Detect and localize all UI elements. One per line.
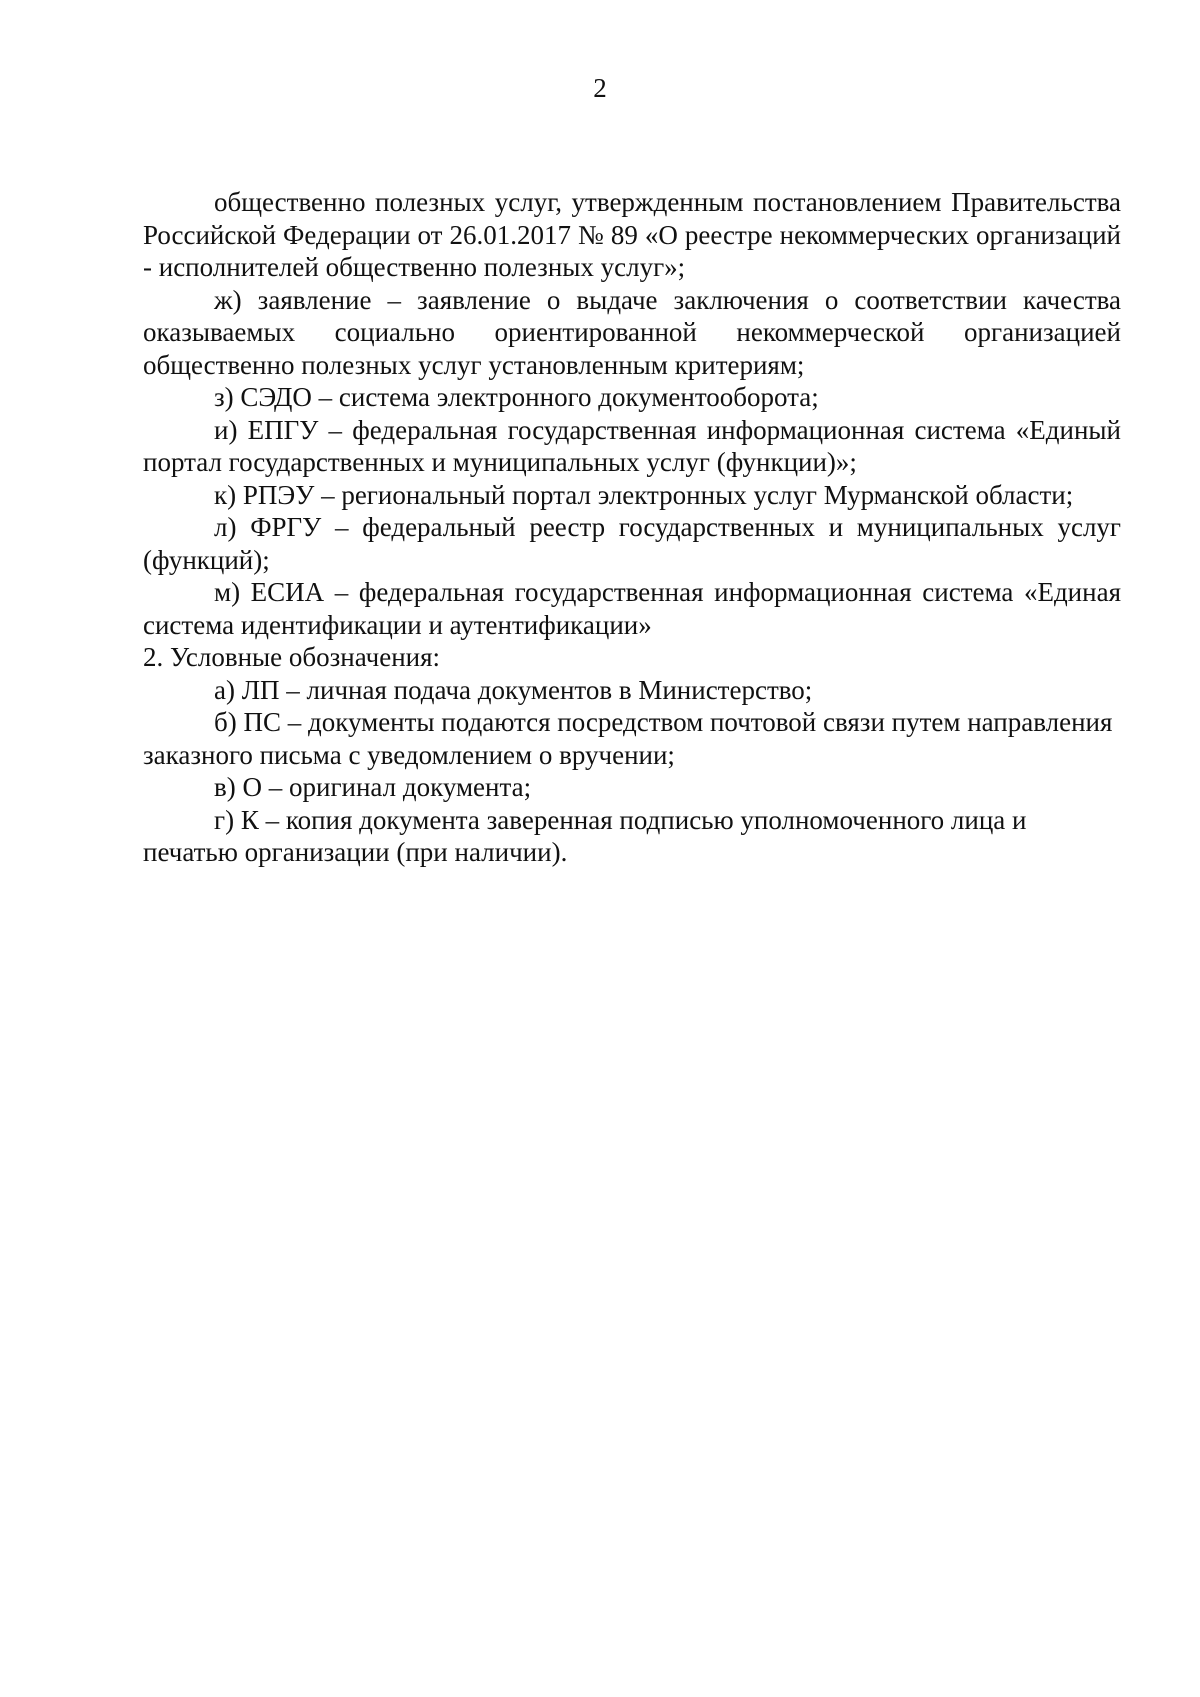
paragraph-definition-k: к) РПЭУ – региональный портал электронных услуг Мурманской области; [214, 479, 1074, 510]
paragraph-definition-m: м) ЕСИА – федеральная государственная информационная система «Единая система идентификации и аутентификации» [143, 577, 1121, 640]
paragraph-definition-l: л) ФРГУ – федеральный реестр государственных и муниципальных услуг (функций); [143, 512, 1121, 575]
paragraph-definition-z: з) СЭДО – система электронного документооборота; [214, 382, 819, 412]
page-number: 2 [593, 73, 607, 103]
paragraph-definition-zh: ж) заявление – заявление о выдаче заключения о соответствии качества оказываемых социально ориентированной некоммерческой организацией общественно полезных услуг установленным критериям; [143, 284, 1121, 380]
paragraph-legend-b: б) ПС – документы подаются посредством почтовой связи путем направления заказного письма с уведомлением о вручении; [143, 707, 1113, 770]
paragraph-legend-a: а) ЛП – личная подача документов в Министерство; [214, 674, 813, 705]
paragraph-continuation: общественно полезных услуг, утвержденным постановлением Правительства Российской Федерации от 26.01.2017 № 89 «О реестре некоммерческих организаций - исполнителей общественно полезных услуг»; [143, 187, 1121, 282]
paragraph-definition-i: и) ЕПГУ – федеральная государственная информационная система «Единый портал государственных и муниципальных услуг (функции)»; [143, 414, 1121, 477]
document-body [143, 186, 1121, 869]
paragraph-legend-v: в) О – оригинал документа; [214, 772, 532, 802]
paragraph-legend-g: г) К – копия документа заверенная подписью уполномоченного лица и печатью организации (при наличии). [143, 804, 1027, 867]
section-heading-legend: 2. Условные обозначения: [143, 642, 441, 672]
